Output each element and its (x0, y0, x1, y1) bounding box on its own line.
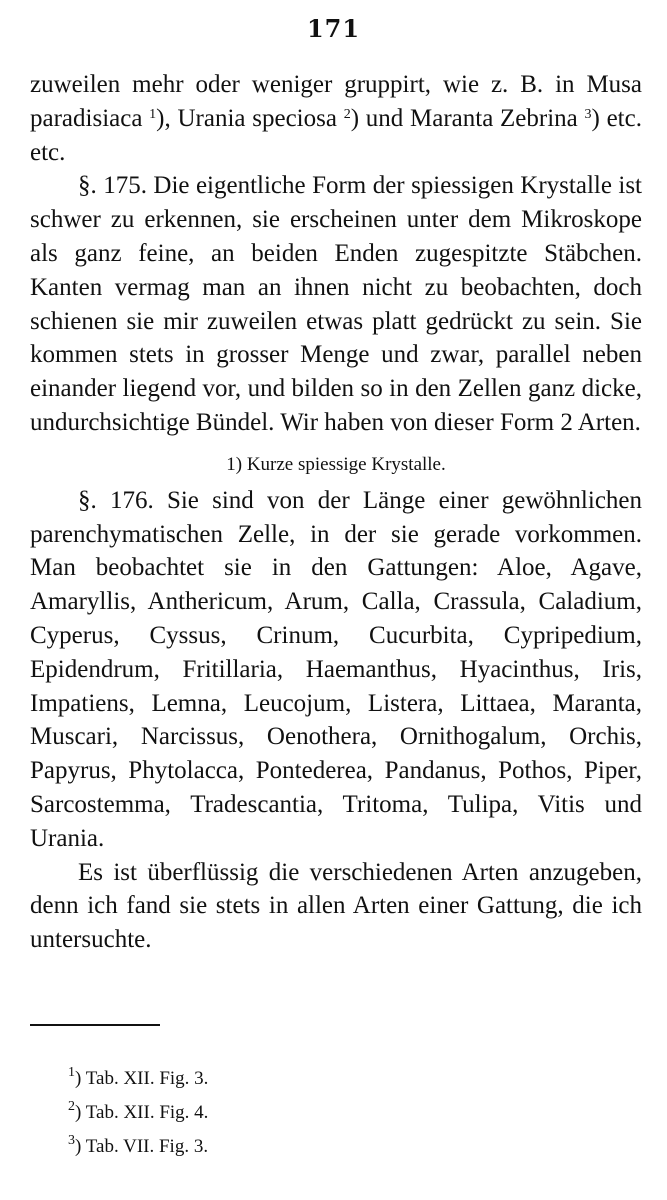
paragraph-section-176 (30, 484, 642, 856)
paragraph-closing: Es ist überflüssig die verschiedenen Arten anzugeben, denn ich fand sie stets in allen Arten einer Gattung, die ich untersuchte. (30, 858, 642, 954)
subheading-text: 1) Kurze spiessige Krystalle. (226, 453, 446, 475)
text-run: ) und Maranta Zebrina (350, 104, 585, 132)
section-number-175: §. 175. (78, 172, 147, 200)
paragraph-text: Sie sind von der Länge einer gewöhnlichen parenchymatischen Zelle, in der sie gerade vorkommen. Man beobachtet sie in den Gattungen: Aloe, Agave, Amaryllis, Anthericum, Arum, Calla, Crassula, Caladium, Cyperus, Cyssus, Crinum, Cucurbita, Cypripedium, Epidendrum, Fritillaria, Haemanthus, Hyacinthus, Iris, Impatiens, Lemna, Leucojum, Listera, Littaea, Maranta, Muscari, Narcissus, Oenothera, Ornithogalum, Orchis, Papyrus, Phytolacca, Pontederea, Pandanus, Pothos, Piper, Sarcostemma, Tradescantia, Tritoma, Tulipa, Vitis und Urania. (30, 486, 643, 852)
footnote-ref-1: 1 (149, 106, 157, 122)
text-run: ), Urania speciosa (156, 104, 344, 132)
text-run: zuweilen mehr oder weniger gruppirt, wie z. B. in Musa paradisiaca (30, 71, 642, 132)
body-text (30, 68, 642, 957)
footnote-text: ) Tab. XII. Fig. 4. (75, 1102, 209, 1123)
footnote-text: ) Tab. VII. Fig. 3. (75, 1136, 209, 1157)
footnote-3 (68, 1130, 468, 1164)
footnote-mark: 3 (68, 1133, 75, 1148)
footnotes (68, 1062, 468, 1164)
footnote-ref-2: 2 (343, 106, 351, 122)
subheading (30, 450, 642, 480)
footnote-mark: 2 (68, 1099, 75, 1114)
footnote-2 (68, 1096, 468, 1130)
footnote-mark: 1 (68, 1065, 75, 1080)
page-number: 171 (306, 14, 361, 43)
section-number-176: §. 176. (78, 486, 154, 514)
footnote-1 (68, 1062, 468, 1096)
footnote-text: ) Tab. XII. Fig. 3. (75, 1068, 209, 1089)
footnote-divider (30, 1024, 160, 1026)
paragraph-continuation (30, 68, 642, 169)
footnote-ref-3: 3 (584, 106, 592, 122)
text-run: ) etc. etc. (30, 104, 642, 166)
paragraph-section-175 (30, 169, 642, 439)
paragraph-text: Die eigentliche Form der spiessigen Krystalle ist schwer zu erkennen, sie erscheinen unter dem Mikroskope als ganz feine, an beiden Enden zugespitzte Stäbchen. Kanten vermag man an ihnen nicht zu beobachten, doch schienen sie mir zuweilen etwas platt gedrückt zu sein. Sie kommen stets in grosser Menge und zwar, parallel neben einander liegend vor, und bilden so in den Zellen ganz dicke, undurchsichtige Bündel. Wir haben von dieser Form 2 Arten. (30, 172, 643, 436)
